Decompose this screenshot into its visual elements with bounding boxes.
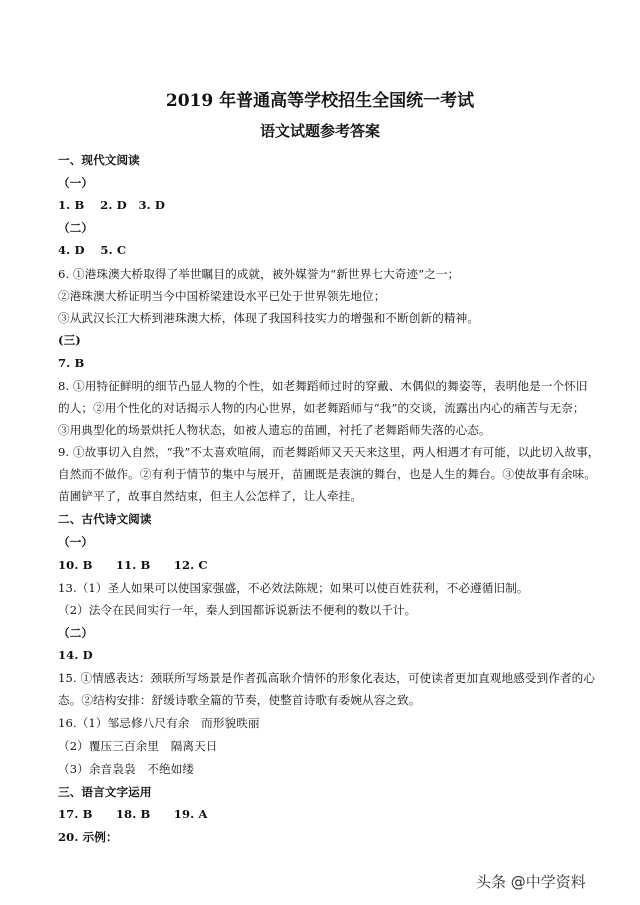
answer-line: 17. B 18. B 19. A [58, 807, 208, 821]
subsection-label: （二） [58, 626, 94, 640]
answer-line: 9. ①故事切入自然，“我”不太喜欢喧闹，而老舞蹈师又天天来这里，两人相遇才有可能，以此切入故事， [58, 445, 600, 459]
answer-line: 7. B [58, 356, 85, 370]
exam-title: 2019 年普通高等学校招生全国统一考试 [165, 91, 475, 111]
answer-line: 14. D [58, 648, 93, 662]
answer-line: 4. D 5. C [58, 243, 127, 257]
answer-line: 13.（1）圣人如果可以使国家强盛，不必效法陈规；如果可以使百姓获利，不必遵循旧制。 [58, 581, 529, 595]
answer-line: （2）覆压三百余里 隔离天日 [58, 739, 218, 753]
watermark: 头条 @中学资料 [476, 873, 586, 891]
answer-line: 1. B 2. D 3. D [58, 198, 166, 212]
answer-line: （3）余音袅袅 不绝如缕 [58, 762, 195, 776]
subsection-label: (三) [58, 333, 81, 347]
answer-line: 自然而不做作。②有利于情节的集中与展开，苗圃既是表演的舞台，也是人生的舞台。③使故事有余味。 [58, 467, 596, 481]
answer-line: 20. 示例： [58, 830, 118, 844]
subsection-label: （一） [58, 176, 94, 190]
subsection-label: （一） [58, 535, 94, 549]
answer-key-subtitle: 语文试题参考答案 [259, 122, 380, 140]
answer-line: 15. ①情感表达：颈联所写场景是作者孤高耿介情怀的形象化表达，可使读者更加直观地感受到作者的心 [58, 671, 596, 685]
answer-line: 10. B 11. B 12. C [58, 558, 208, 572]
answer-line: 6. ①港珠澳大桥取得了举世瞩目的成就，被外媒誉为“新世界七大奇迹”之一； [58, 267, 460, 281]
answer-line: ③用典型化的场景烘托人物状态，如被人遗忘的苗圃，衬托了老舞蹈师失落的心态。 [58, 423, 491, 437]
answer-line: ②港珠澳大桥证明当今中国桥梁建设水平已处于世界领先地位； [58, 289, 386, 303]
section-heading-language-use: 三、语言文字运用 [58, 785, 152, 799]
answer-line: 的人；②用个性化的对话揭示人物的内心世界，如老舞蹈师与“我”的交谈，流露出内心的痛苦与无奈； [58, 401, 585, 415]
answer-line: 苗圃铲平了，故事自然结束，但主人公怎样了，让人牵挂。 [58, 489, 363, 503]
section-heading-modern-reading: 一、现代文阅读 [58, 153, 140, 167]
answer-line: 8. ①用特征鲜明的细节凸显人物的个性，如老舞蹈师过时的穿戴、木偶似的舞姿等，表明他是一个怀旧 [58, 379, 588, 393]
section-heading-classical-reading: 二、古代诗文阅读 [58, 512, 152, 526]
answer-line: 态。②结构安排：舒缓诗歌全篇的节奏，使整首诗歌有委婉从容之致。 [58, 693, 421, 707]
answer-line: （2）法令在民间实行一年，秦人到国都诉说新法不便利的数以千计。 [58, 603, 417, 617]
answer-line: 16.（1）邹忌修八尺有余 而形貌昳丽 [58, 716, 260, 730]
subsection-label: （二） [58, 221, 94, 235]
answer-line: ③从武汉长江大桥到港珠澳大桥，体现了我国科技实力的增强和不断创新的精神。 [58, 311, 479, 325]
